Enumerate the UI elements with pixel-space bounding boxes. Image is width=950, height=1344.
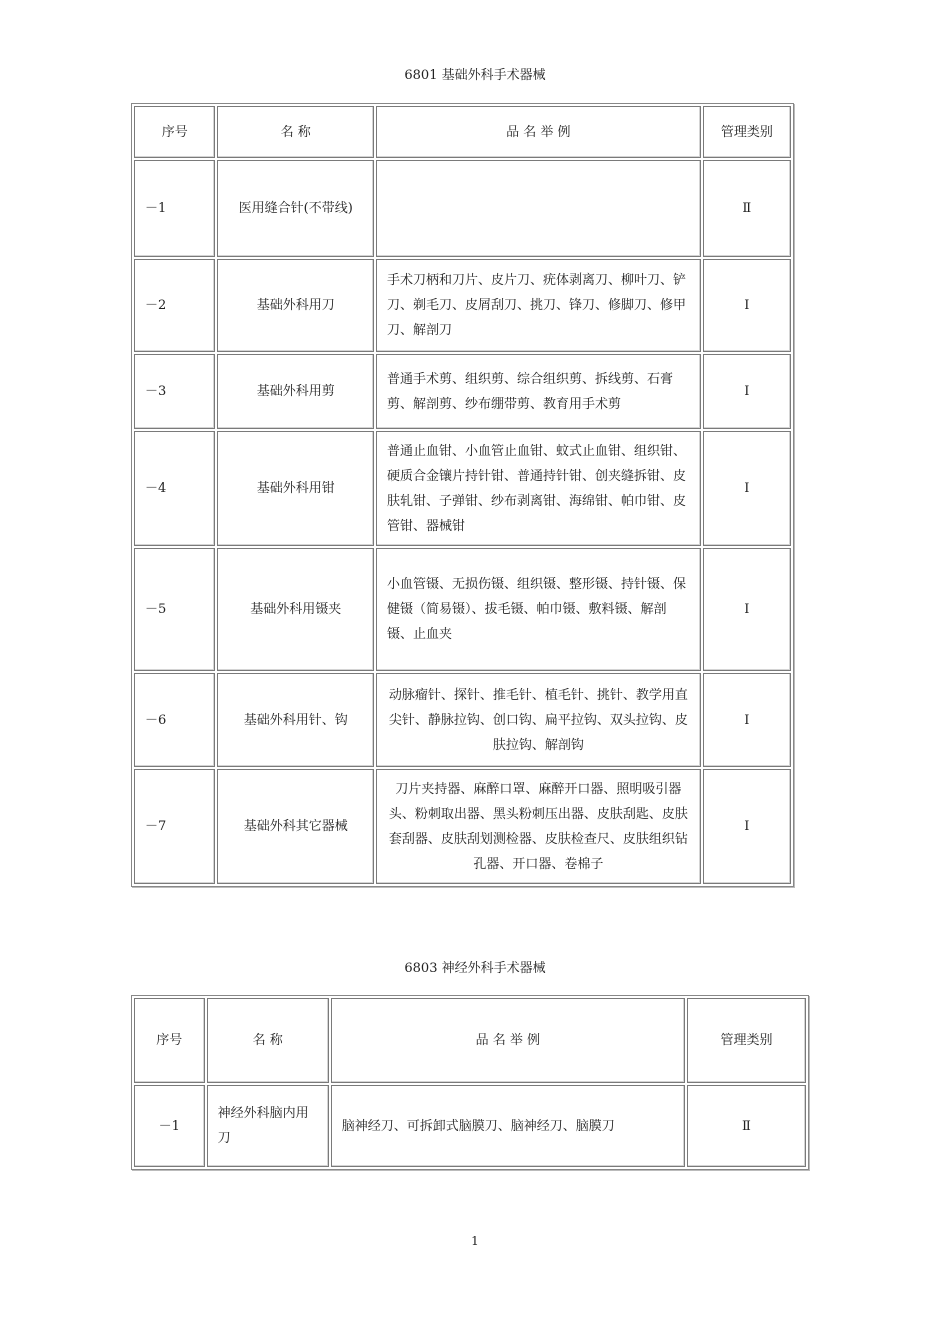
row-class: Ⅰ [703, 548, 791, 671]
row-class: Ⅰ [703, 769, 791, 884]
row-class: Ⅰ [703, 259, 791, 352]
row-class: Ⅱ [687, 1085, 806, 1167]
table-row [134, 548, 791, 671]
row-examples [376, 160, 701, 257]
row-class: Ⅰ [703, 354, 791, 429]
table-6801 [131, 103, 794, 887]
row-class: Ⅰ [703, 673, 791, 767]
page-number: 1 [471, 1234, 479, 1248]
table-row [134, 769, 791, 884]
table-row [134, 354, 791, 429]
row-name: 医用缝合针(不带线) [217, 160, 374, 257]
header-name: 名 称 [217, 106, 374, 158]
row-no: －5 [134, 548, 215, 671]
row-name: 基础外科用针、钩 [217, 673, 374, 767]
row-class: Ⅱ [703, 160, 791, 257]
row-no: －3 [134, 354, 215, 429]
row-no: －2 [134, 259, 215, 352]
row-examples: 小血管镊、无损伤镊、组织镊、整形镊、持针镊、保健镊（简易镊）、拔毛镊、帕巾镊、敷料镊、解剖镊、止血夹 [376, 548, 701, 671]
row-name: 基础外科其它器械 [217, 769, 374, 884]
header-examples: 品 名 举 例 [376, 106, 701, 158]
header-class: 管理类别 [703, 106, 791, 158]
row-no: －6 [134, 673, 215, 767]
row-examples: 脑神经刀、可拆卸式脑膜刀、脑神经刀、脑膜刀 [331, 1085, 685, 1167]
row-examples: 刀片夹持器、麻醉口罩、麻醉开口器、照明吸引器头、粉刺取出器、黑头粉刺压出器、皮肤刮匙、皮肤套刮器、皮肤刮划测检器、皮肤检查尺、皮肤组织钻孔器、开口器、卷棉子 [376, 769, 701, 884]
header-examples: 品 名 举 例 [331, 998, 685, 1083]
row-no: －1 [134, 1085, 205, 1167]
header-no: 序号 [134, 998, 205, 1083]
row-name: 基础外科用刀 [217, 259, 374, 352]
row-name: 基础外科用镊夹 [217, 548, 374, 671]
row-name: 基础外科用剪 [217, 354, 374, 429]
table-row [134, 431, 791, 546]
header-name: 名 称 [207, 998, 329, 1083]
row-examples: 普通手术剪、组织剪、综合组织剪、拆线剪、石膏剪、解剖剪、纱布绷带剪、教育用手术剪 [376, 354, 701, 429]
row-no: －4 [134, 431, 215, 546]
row-class: Ⅰ [703, 431, 791, 546]
header-no: 序号 [134, 106, 215, 158]
table-row [134, 673, 791, 767]
row-name: 基础外科用钳 [217, 431, 374, 546]
row-examples: 普通止血钳、小血管止血钳、蚊式止血钳、组织钳、硬质合金镶片持针钳、普通持针钳、创夹缝拆钳、皮肤轧钳、子弹钳、纱布剥离钳、海绵钳、帕巾钳、皮管钳、器械钳 [376, 431, 701, 546]
table-row [134, 1085, 806, 1167]
table-6803 [131, 995, 809, 1170]
table-row [134, 160, 791, 257]
row-no: －1 [134, 160, 215, 257]
row-no: －7 [134, 769, 215, 884]
table-row [134, 259, 791, 352]
table-header-row [134, 998, 806, 1083]
row-name: 神经外科脑内用刀 [207, 1085, 329, 1167]
table-header-row [134, 106, 791, 158]
section-2-title: 6803 神经外科手术器械 [404, 961, 546, 976]
row-examples: 手术刀柄和刀片、皮片刀、疣体剥离刀、柳叶刀、铲刀、剃毛刀、皮屑刮刀、挑刀、锋刀、修脚刀、修甲刀、解剖刀 [376, 259, 701, 352]
row-examples: 动脉瘤针、探针、推毛针、植毛针、挑针、教学用直尖针、静脉拉钩、创口钩、扁平拉钩、双头拉钩、皮肤拉钩、解剖钩 [376, 673, 701, 767]
header-class: 管理类别 [687, 998, 806, 1083]
section-1-title: 6801 基础外科手术器械 [404, 68, 546, 83]
